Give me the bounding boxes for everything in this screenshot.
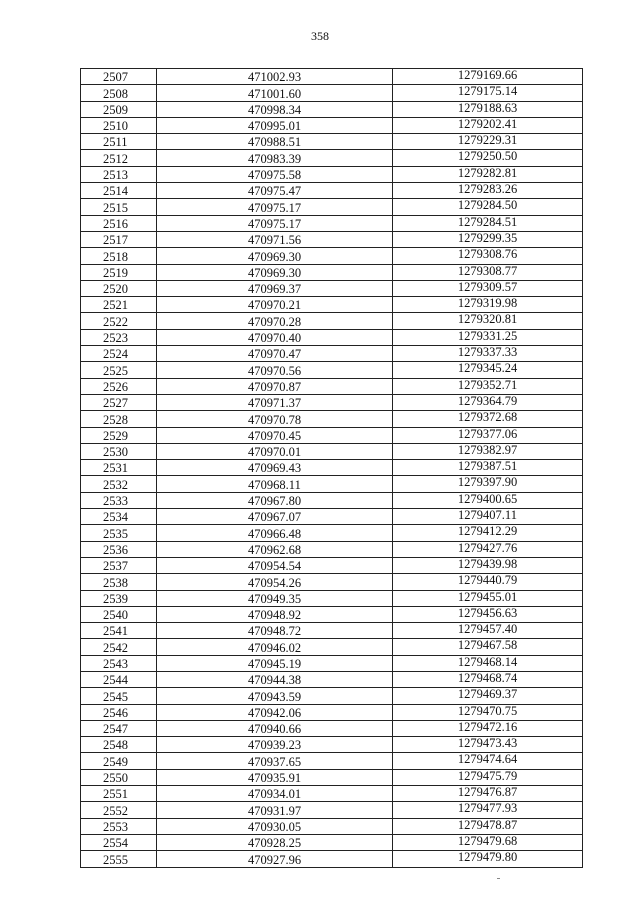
- x-coordinate-cell: 470942.06: [157, 704, 393, 720]
- point-number-cell: 2545: [81, 688, 157, 704]
- x-coordinate-cell: 470930.05: [157, 818, 393, 834]
- table-row: [81, 590, 583, 606]
- y-coordinate-cell: 1279474.64: [393, 753, 583, 769]
- y-coordinate-cell: 1279467.58: [393, 639, 583, 655]
- y-coordinate-cell: 1279469.37: [393, 688, 583, 704]
- table-row: [81, 101, 583, 117]
- table-row: [81, 297, 583, 313]
- y-coordinate-cell: 1279407.11: [393, 509, 583, 525]
- point-number-cell: 2508: [81, 85, 157, 101]
- table-row: [81, 623, 583, 639]
- y-coordinate-cell: 1279284.51: [393, 215, 583, 231]
- table-row: [81, 509, 583, 525]
- table-row: [81, 411, 583, 427]
- x-coordinate-cell: 470966.48: [157, 525, 393, 541]
- y-coordinate-cell: 1279283.26: [393, 183, 583, 199]
- point-number-cell: 2555: [81, 851, 157, 867]
- y-coordinate-cell: 1279473.43: [393, 737, 583, 753]
- y-coordinate-cell: 1279229.31: [393, 134, 583, 150]
- y-coordinate-cell: 1279479.68: [393, 834, 583, 850]
- x-coordinate-cell: 470944.38: [157, 671, 393, 687]
- table-row: [81, 786, 583, 802]
- table-row: [81, 134, 583, 150]
- point-number-cell: 2522: [81, 313, 157, 329]
- x-coordinate-cell: 470945.19: [157, 655, 393, 671]
- y-coordinate-cell: 1279382.97: [393, 443, 583, 459]
- point-number-cell: 2528: [81, 411, 157, 427]
- x-coordinate-cell: 470970.56: [157, 362, 393, 378]
- coordinate-table: [80, 68, 583, 868]
- point-number-cell: 2550: [81, 769, 157, 785]
- y-coordinate-cell: 1279299.35: [393, 231, 583, 247]
- x-coordinate-cell: 470998.34: [157, 101, 393, 117]
- x-coordinate-cell: 470969.37: [157, 280, 393, 296]
- x-coordinate-cell: 470928.25: [157, 834, 393, 850]
- y-coordinate-cell: 1279352.71: [393, 378, 583, 394]
- table-row: [81, 802, 583, 818]
- y-coordinate-cell: 1279439.98: [393, 557, 583, 573]
- point-number-cell: 2551: [81, 786, 157, 802]
- x-coordinate-cell: 470967.07: [157, 509, 393, 525]
- y-coordinate-cell: 1279440.79: [393, 574, 583, 590]
- y-coordinate-cell: 1279479.80: [393, 851, 583, 867]
- table-row: [81, 378, 583, 394]
- point-number-cell: 2517: [81, 231, 157, 247]
- point-number-cell: 2536: [81, 541, 157, 557]
- x-coordinate-cell: 470971.56: [157, 231, 393, 247]
- x-coordinate-cell: 470970.40: [157, 329, 393, 345]
- x-coordinate-cell: 470970.28: [157, 313, 393, 329]
- x-coordinate-cell: 470971.37: [157, 394, 393, 410]
- point-number-cell: 2549: [81, 753, 157, 769]
- y-coordinate-cell: 1279470.75: [393, 704, 583, 720]
- table-row: [81, 264, 583, 280]
- point-number-cell: 2542: [81, 639, 157, 655]
- scan-mark: [497, 878, 500, 879]
- y-coordinate-cell: 1279372.68: [393, 411, 583, 427]
- x-coordinate-cell: 470954.26: [157, 574, 393, 590]
- point-number-cell: 2532: [81, 476, 157, 492]
- point-number-cell: 2541: [81, 623, 157, 639]
- y-coordinate-cell: 1279284.50: [393, 199, 583, 215]
- y-coordinate-cell: 1279468.14: [393, 655, 583, 671]
- point-number-cell: 2516: [81, 215, 157, 231]
- y-coordinate-cell: 1279427.76: [393, 541, 583, 557]
- x-coordinate-cell: 470946.02: [157, 639, 393, 655]
- x-coordinate-cell: 470935.91: [157, 769, 393, 785]
- table-row: [81, 329, 583, 345]
- y-coordinate-cell: 1279175.14: [393, 85, 583, 101]
- table-row: [81, 248, 583, 264]
- point-number-cell: 2519: [81, 264, 157, 280]
- table-row: [81, 541, 583, 557]
- x-coordinate-cell: 470937.65: [157, 753, 393, 769]
- point-number-cell: 2526: [81, 378, 157, 394]
- y-coordinate-cell: 1279308.76: [393, 248, 583, 264]
- y-coordinate-cell: 1279282.81: [393, 166, 583, 182]
- table-row: [81, 606, 583, 622]
- y-coordinate-cell: 1279202.41: [393, 117, 583, 133]
- point-number-cell: 2513: [81, 166, 157, 182]
- point-number-cell: 2521: [81, 297, 157, 313]
- x-coordinate-cell: 471001.60: [157, 85, 393, 101]
- page-number: 358: [311, 29, 329, 43]
- y-coordinate-cell: 1279337.33: [393, 346, 583, 362]
- y-coordinate-cell: 1279468.74: [393, 671, 583, 687]
- y-coordinate-cell: 1279455.01: [393, 590, 583, 606]
- y-coordinate-cell: 1279320.81: [393, 313, 583, 329]
- x-coordinate-cell: 470969.30: [157, 264, 393, 280]
- table-row: [81, 280, 583, 296]
- table-row: [81, 362, 583, 378]
- table-row: [81, 704, 583, 720]
- table-row: [81, 574, 583, 590]
- x-coordinate-cell: 470939.23: [157, 737, 393, 753]
- x-coordinate-cell: 470970.45: [157, 427, 393, 443]
- table-row: [81, 753, 583, 769]
- x-coordinate-cell: 470969.43: [157, 460, 393, 476]
- x-coordinate-cell: 470934.01: [157, 786, 393, 802]
- y-coordinate-cell: 1279331.25: [393, 329, 583, 345]
- table-row: [81, 818, 583, 834]
- x-coordinate-cell: 470927.96: [157, 851, 393, 867]
- x-coordinate-cell: 470969.30: [157, 248, 393, 264]
- y-coordinate-cell: 1279188.63: [393, 101, 583, 117]
- point-number-cell: 2507: [81, 69, 157, 85]
- table-row: [81, 427, 583, 443]
- table-row: [81, 183, 583, 199]
- point-number-cell: 2554: [81, 834, 157, 850]
- x-coordinate-cell: 470962.68: [157, 541, 393, 557]
- x-coordinate-cell: 470954.54: [157, 557, 393, 573]
- table-row: [81, 525, 583, 541]
- point-number-cell: 2533: [81, 492, 157, 508]
- x-coordinate-cell: 470983.39: [157, 150, 393, 166]
- table-row: [81, 85, 583, 101]
- point-number-cell: 2512: [81, 150, 157, 166]
- x-coordinate-cell: 470948.92: [157, 606, 393, 622]
- table-row: [81, 671, 583, 687]
- x-coordinate-cell: 470970.87: [157, 378, 393, 394]
- x-coordinate-cell: 470940.66: [157, 720, 393, 736]
- y-coordinate-cell: 1279364.79: [393, 394, 583, 410]
- y-coordinate-cell: 1279478.87: [393, 818, 583, 834]
- y-coordinate-cell: 1279397.90: [393, 476, 583, 492]
- point-number-cell: 2531: [81, 460, 157, 476]
- point-number-cell: 2509: [81, 101, 157, 117]
- table-row: [81, 460, 583, 476]
- point-number-cell: 2518: [81, 248, 157, 264]
- x-coordinate-cell: 470948.72: [157, 623, 393, 639]
- point-number-cell: 2535: [81, 525, 157, 541]
- table-row: [81, 834, 583, 850]
- table-row: [81, 476, 583, 492]
- x-coordinate-cell: 470970.47: [157, 346, 393, 362]
- x-coordinate-cell: 470968.11: [157, 476, 393, 492]
- y-coordinate-cell: 1279457.40: [393, 623, 583, 639]
- table-row: [81, 69, 583, 85]
- x-coordinate-cell: 470949.35: [157, 590, 393, 606]
- x-coordinate-cell: 470931.97: [157, 802, 393, 818]
- point-number-cell: 2510: [81, 117, 157, 133]
- x-coordinate-cell: 470975.17: [157, 199, 393, 215]
- x-coordinate-cell: 470975.47: [157, 183, 393, 199]
- table-row: [81, 492, 583, 508]
- x-coordinate-cell: 470970.01: [157, 443, 393, 459]
- y-coordinate-cell: 1279477.93: [393, 802, 583, 818]
- table-row: [81, 720, 583, 736]
- point-number-cell: 2523: [81, 329, 157, 345]
- table-row: [81, 231, 583, 247]
- coordinate-table-body: [81, 69, 583, 868]
- point-number-cell: 2511: [81, 134, 157, 150]
- y-coordinate-cell: 1279345.24: [393, 362, 583, 378]
- table-row: [81, 443, 583, 459]
- y-coordinate-cell: 1279169.66: [393, 69, 583, 85]
- point-number-cell: 2515: [81, 199, 157, 215]
- table-row: [81, 117, 583, 133]
- x-coordinate-cell: 470943.59: [157, 688, 393, 704]
- table-row: [81, 215, 583, 231]
- x-coordinate-cell: 470988.51: [157, 134, 393, 150]
- table-row: [81, 199, 583, 215]
- table-row: [81, 655, 583, 671]
- table-row: [81, 737, 583, 753]
- point-number-cell: 2529: [81, 427, 157, 443]
- x-coordinate-cell: 470995.01: [157, 117, 393, 133]
- y-coordinate-cell: 1279412.29: [393, 525, 583, 541]
- point-number-cell: 2540: [81, 606, 157, 622]
- y-coordinate-cell: 1279250.50: [393, 150, 583, 166]
- point-number-cell: 2530: [81, 443, 157, 459]
- y-coordinate-cell: 1279475.79: [393, 769, 583, 785]
- x-coordinate-cell: 471002.93: [157, 69, 393, 85]
- table-row: [81, 346, 583, 362]
- point-number-cell: 2539: [81, 590, 157, 606]
- table-row: [81, 166, 583, 182]
- x-coordinate-cell: 470975.58: [157, 166, 393, 182]
- y-coordinate-cell: 1279476.87: [393, 786, 583, 802]
- table-row: [81, 851, 583, 867]
- table-row: [81, 313, 583, 329]
- point-number-cell: 2548: [81, 737, 157, 753]
- point-number-cell: 2552: [81, 802, 157, 818]
- table-row: [81, 769, 583, 785]
- point-number-cell: 2553: [81, 818, 157, 834]
- point-number-cell: 2520: [81, 280, 157, 296]
- point-number-cell: 2543: [81, 655, 157, 671]
- x-coordinate-cell: 470975.17: [157, 215, 393, 231]
- point-number-cell: 2537: [81, 557, 157, 573]
- y-coordinate-cell: 1279309.57: [393, 280, 583, 296]
- x-coordinate-cell: 470970.21: [157, 297, 393, 313]
- point-number-cell: 2525: [81, 362, 157, 378]
- point-number-cell: 2527: [81, 394, 157, 410]
- point-number-cell: 2547: [81, 720, 157, 736]
- y-coordinate-cell: 1279456.63: [393, 606, 583, 622]
- point-number-cell: 2546: [81, 704, 157, 720]
- y-coordinate-cell: 1279319.98: [393, 297, 583, 313]
- table-row: [81, 639, 583, 655]
- y-coordinate-cell: 1279377.06: [393, 427, 583, 443]
- x-coordinate-cell: 470970.78: [157, 411, 393, 427]
- x-coordinate-cell: 470967.80: [157, 492, 393, 508]
- y-coordinate-cell: 1279387.51: [393, 460, 583, 476]
- point-number-cell: 2538: [81, 574, 157, 590]
- point-number-cell: 2524: [81, 346, 157, 362]
- table-row: [81, 150, 583, 166]
- table-row: [81, 394, 583, 410]
- y-coordinate-cell: 1279472.16: [393, 720, 583, 736]
- point-number-cell: 2534: [81, 509, 157, 525]
- point-number-cell: 2544: [81, 671, 157, 687]
- y-coordinate-cell: 1279308.77: [393, 264, 583, 280]
- point-number-cell: 2514: [81, 183, 157, 199]
- table-row: [81, 557, 583, 573]
- table-row: [81, 688, 583, 704]
- y-coordinate-cell: 1279400.65: [393, 492, 583, 508]
